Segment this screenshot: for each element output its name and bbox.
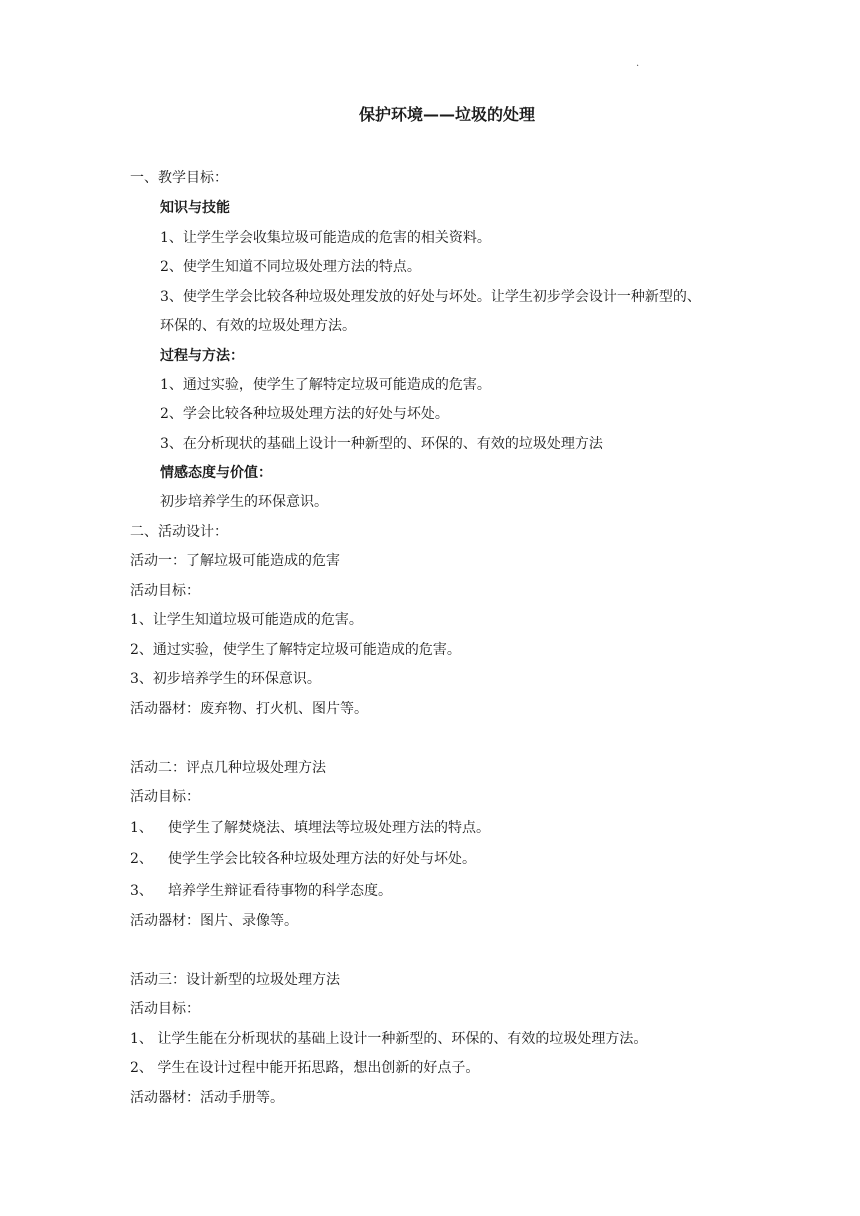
activity1-goal-item: 1、让学生知道垃圾可能造成的危害。 — [130, 612, 363, 628]
process-item: 2、学会比较各种垃圾处理方法的好处与坏处。 — [160, 406, 449, 422]
activity2-title: 活动二：评点几种垃圾处理方法 — [130, 760, 326, 776]
item-number: 3、 — [130, 883, 153, 899]
activity3-goal-item: 2、 学生在设计过程中能开拓思路，想出创新的好点子。 — [130, 1060, 480, 1076]
activity3-materials: 活动器材：活动手册等。 — [130, 1090, 284, 1106]
section1-heading: 一、教学目标： — [130, 170, 228, 186]
activity3-goal-item: 1、 让学生能在分析现状的基础上设计一种新型的、环保的、有效的垃圾处理方法。 — [130, 1031, 648, 1047]
item-text: 培养学生辩证看待事物的科学态度。 — [168, 883, 392, 899]
attitude-text: 初步培养学生的环保意识。 — [160, 494, 328, 510]
knowledge-item: 1、让学生学会收集垃圾可能造成的危害的相关资料。 — [160, 230, 491, 246]
knowledge-item: 2、使学生知道不同垃圾处理方法的特点。 — [160, 259, 421, 275]
activity1-goal-item: 3、初步培养学生的环保意识。 — [130, 671, 321, 687]
process-item: 1、通过实验，使学生了解特定垃圾可能造成的危害。 — [160, 377, 491, 393]
activity2-materials: 活动器材：图片、录像等。 — [130, 913, 298, 929]
activity2-goal-label: 活动目标： — [130, 789, 200, 805]
knowledge-item: 3、使学生学会比较各种垃圾处理发放的好处与坏处。让学生初步学会设计一种新型的、 — [160, 289, 701, 305]
activity1-title: 活动一：了解垃圾可能造成的危害 — [130, 553, 340, 569]
activity2-goal-item — [130, 849, 476, 869]
activity1-goal-label: 活动目标： — [130, 583, 200, 599]
process-heading: 过程与方法： — [160, 348, 244, 364]
activity1-goal-item: 2、通过实验，使学生了解特定垃圾可能造成的危害。 — [130, 642, 461, 658]
page-title: 保护环境——垃圾的处理 — [358, 105, 535, 124]
activity2-goal-item — [130, 881, 392, 901]
activity2-goal-item — [130, 818, 490, 838]
item-text: 使学生了解焚烧法、填埋法等垃圾处理方法的特点。 — [168, 820, 490, 836]
item-number: 2、 — [130, 851, 153, 867]
item-number: 1、 — [130, 820, 153, 836]
knowledge-heading: 知识与技能 — [160, 200, 230, 216]
activity3-title: 活动三：设计新型的垃圾处理方法 — [130, 972, 340, 988]
activity3-goal-label: 活动目标： — [130, 1001, 200, 1017]
item-text: 使学生学会比较各种垃圾处理方法的好处与坏处。 — [168, 851, 476, 867]
knowledge-item: 环保的、有效的垃圾处理方法。 — [160, 318, 356, 334]
section2-heading: 二、活动设计： — [130, 524, 228, 540]
header-mark: . — [636, 58, 640, 69]
process-item: 3、在分析现状的基础上设计一种新型的、环保的、有效的垃圾处理方法 — [160, 436, 603, 452]
activity1-materials: 活动器材：废弃物、打火机、图片等。 — [130, 701, 368, 717]
attitude-heading: 情感态度与价值： — [160, 465, 272, 481]
